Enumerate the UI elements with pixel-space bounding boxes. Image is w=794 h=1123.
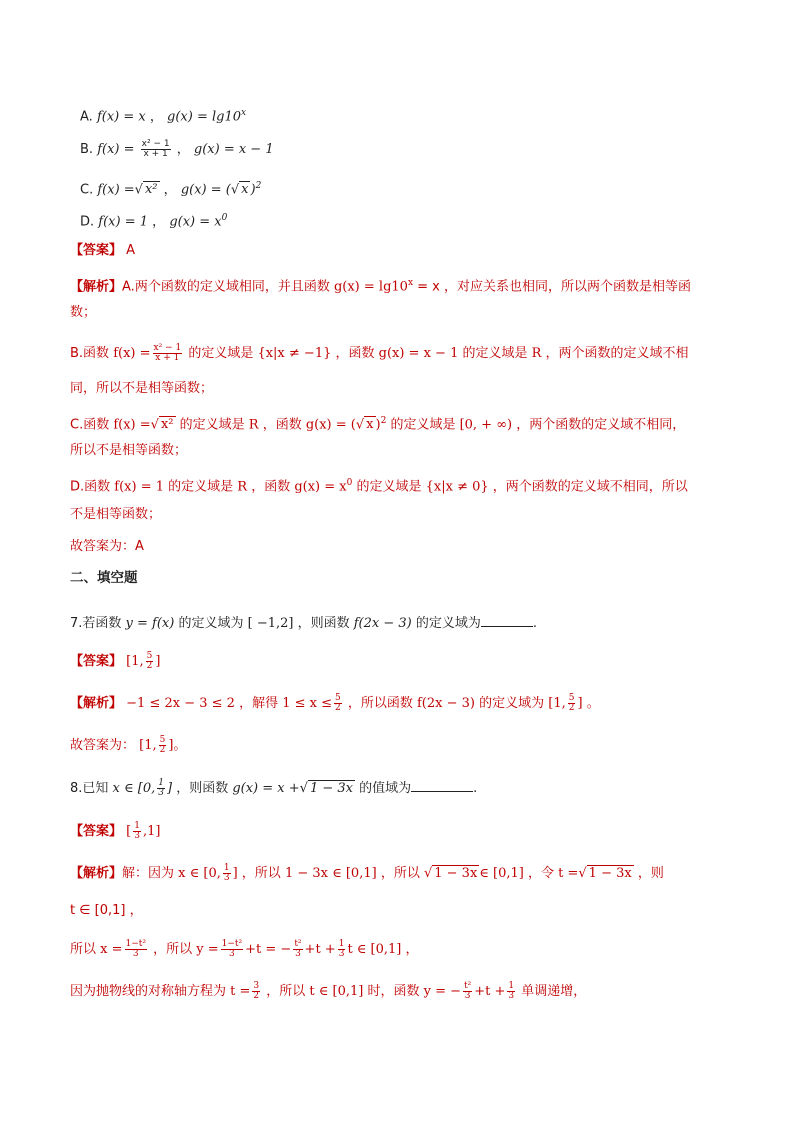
den: 3 xyxy=(132,949,139,959)
q6-answer xyxy=(70,242,135,260)
text: ，所以 xyxy=(237,866,285,881)
num: t² xyxy=(464,981,472,991)
num: 1 xyxy=(158,778,164,788)
sup: x xyxy=(407,278,414,288)
answer-tag: 【答案】 xyxy=(70,824,123,839)
text: ，则函数 xyxy=(293,616,354,631)
option-a xyxy=(80,104,246,126)
math: f(x) = 1 xyxy=(114,479,164,495)
math: f(x) = xyxy=(113,417,151,433)
math: y = − xyxy=(423,984,461,999)
math: f(x) = xyxy=(97,182,135,198)
text: ，两个函数的定义域不相 xyxy=(541,346,689,361)
math: +t + xyxy=(474,984,506,999)
den: 3 xyxy=(134,831,140,841)
text: 的定义域是 xyxy=(458,346,532,361)
math: [1, xyxy=(139,738,157,753)
math: +t = − xyxy=(245,942,292,957)
num: t² xyxy=(294,939,302,949)
option-label: B. xyxy=(80,142,94,157)
text: B.函数 xyxy=(70,346,114,361)
math: 1 − 3x ∈ [0,1] xyxy=(284,866,377,881)
section-title: 二、填空题 xyxy=(70,570,138,586)
den: 2 xyxy=(146,661,153,671)
root: 1 − 3x xyxy=(588,866,632,881)
fraction xyxy=(221,940,244,959)
q8-analysis-line-1: 【解析】解：因为 x ∈ [0, $\frac{1}{3}$ ] ，所以 1 − 3x ∈ [0,1] ，所以 √ 1 − 3x ∈ [0,1] ，令 t =√ 1 − 3x ，则 xyxy=(70,863,664,883)
num: 1 xyxy=(338,939,345,949)
text: 8.已知 xyxy=(70,781,113,796)
text: 的定义域是 xyxy=(352,479,426,495)
fraction xyxy=(141,140,171,159)
math: f(x) = xyxy=(113,346,151,361)
den: 3 xyxy=(158,788,164,798)
math: ] xyxy=(155,654,161,669)
den: x + 1 xyxy=(155,353,180,363)
den: 2 xyxy=(335,703,341,713)
num: x² − 1 xyxy=(141,139,170,149)
analysis-tag: 【解析】 xyxy=(70,279,123,295)
text: ，则函数 xyxy=(172,781,233,796)
q6-b-line-1 xyxy=(70,344,689,363)
text: ，两个函数的定义域不相同， xyxy=(512,417,686,433)
den: x + 1 xyxy=(143,149,168,159)
text: 的定义域是 xyxy=(184,346,258,361)
num: 3 xyxy=(253,981,260,991)
math: ,1] xyxy=(142,824,161,839)
q6-analysis-line-2: 数； xyxy=(70,305,97,320)
math: ] xyxy=(168,738,174,753)
q6-b-line-2: 同，所以不是相等函数； xyxy=(70,381,214,396)
math: R xyxy=(248,417,259,433)
text: . xyxy=(532,616,537,631)
option-c: C. f(x) =√ x² ， g(x) = (√ x )$^2$ xyxy=(80,181,262,198)
math: g(x) = ( xyxy=(180,182,231,198)
math: ] xyxy=(166,781,173,796)
den: 3 xyxy=(223,873,230,883)
text: 的值域为 xyxy=(354,781,412,796)
num: 1−t² xyxy=(125,939,146,949)
text: 的定义域是 xyxy=(164,479,238,495)
text: ，所以 xyxy=(262,984,310,999)
fraction xyxy=(159,736,167,755)
answer-tag: 【答案】 xyxy=(70,654,123,669)
text: ，函数 xyxy=(258,417,306,433)
sup: 2 xyxy=(255,181,262,191)
answer-blank[interactable] xyxy=(481,614,533,627)
q6-analysis-line-1 xyxy=(70,274,691,296)
option-label: C. xyxy=(80,182,94,198)
fraction xyxy=(507,982,515,1001)
fraction xyxy=(463,982,472,1001)
analysis-tag: 【解析】 xyxy=(70,696,123,711)
den: 3 xyxy=(508,991,515,1001)
q8-analysis-line-2: t ∈ [0,1] ， xyxy=(70,903,143,918)
math: y = xyxy=(196,942,219,957)
math: g(x) = lg10 xyxy=(333,279,408,295)
fraction xyxy=(338,940,346,959)
fraction xyxy=(153,344,183,363)
text: 故答案为： xyxy=(70,738,140,753)
math: f(2x − 3) xyxy=(417,696,475,711)
text: 的定义域为 xyxy=(411,616,481,631)
num: 5 xyxy=(335,693,341,703)
root: x xyxy=(241,182,249,198)
fraction xyxy=(568,694,576,713)
math: t ∈ [0,1] xyxy=(309,984,364,999)
text: ， xyxy=(401,942,419,957)
answer-blank[interactable] xyxy=(411,779,473,792)
root: 1 − 3x xyxy=(434,866,478,881)
math: +t + xyxy=(304,942,336,957)
option-b xyxy=(80,140,274,159)
num: 1 xyxy=(508,981,515,991)
text: ，所以 xyxy=(149,942,197,957)
math: {x|x ≠ 0} xyxy=(425,479,489,495)
analysis-tag: 【解析】 xyxy=(70,866,123,881)
option-label: A. xyxy=(80,109,93,125)
math: ] xyxy=(577,696,583,711)
text: 。 xyxy=(582,696,600,711)
root: 1 − 3x xyxy=(309,781,353,796)
math: x ∈ [0, xyxy=(178,866,221,881)
q8-analysis-line-4 xyxy=(70,982,586,1001)
den: 3 xyxy=(229,949,235,959)
sup: x xyxy=(241,108,247,118)
q8-analysis-line-3 xyxy=(70,940,419,959)
num: 5 xyxy=(146,651,153,661)
math: ∈ [0,1] xyxy=(479,866,524,881)
sep: ， xyxy=(149,109,163,125)
text: 因为抛物线的对称轴方程为 xyxy=(70,984,231,999)
math: g(x) = x − 1 xyxy=(193,142,274,157)
math: g(x) = x xyxy=(169,214,222,230)
math: [ xyxy=(126,824,132,839)
text: A.两个函数的定义域相同，并且函数 xyxy=(122,279,334,295)
math: ) xyxy=(375,417,381,433)
text: ，则 xyxy=(633,866,664,881)
den: 2 xyxy=(253,991,260,1001)
text: ，函数 xyxy=(331,346,379,361)
text: ，两个函数的定义域不相同，所以 xyxy=(488,479,688,495)
math: f(x) = x xyxy=(96,109,146,125)
q6-d-line-1 xyxy=(70,474,688,496)
q6-c-line-2: 所以不是相等函数； xyxy=(70,443,188,458)
math: −1 ≤ 2x − 3 ≤ 2 xyxy=(126,696,235,711)
text: ，解得 xyxy=(234,696,283,711)
q7-final xyxy=(70,736,186,755)
fraction xyxy=(223,864,231,883)
answer-tag: 【答案】 xyxy=(70,243,123,258)
num: 5 xyxy=(568,693,575,703)
text: ，函数 xyxy=(247,479,295,495)
math: g(x) = ( xyxy=(305,417,356,433)
fraction xyxy=(157,779,165,798)
text: D.函数 xyxy=(70,479,115,495)
text: 的定义域为 xyxy=(475,696,549,711)
sup: 2 xyxy=(380,416,387,426)
option-label: D. xyxy=(80,214,95,230)
text: 单调递增， xyxy=(517,984,587,999)
text: 的定义域是 xyxy=(386,417,460,433)
text: = x ，对应关系也相同，所以两个函数是相等函 xyxy=(413,279,691,295)
math: R xyxy=(237,479,248,495)
math: g(x) = x − 1 xyxy=(378,346,459,361)
fraction xyxy=(146,652,154,671)
math: t = xyxy=(230,984,251,999)
q8-question: 8.已知 x ∈ [0, $\frac{1}{3}$ ] ，则函数 g(x) = x +√ 1 − 3x 的值域为 . xyxy=(70,778,478,798)
fraction xyxy=(133,822,141,841)
q7-answer xyxy=(70,652,160,671)
math: R xyxy=(531,346,542,361)
text: 。 xyxy=(173,738,187,753)
q6-c-line-1: C.函数 f(x) =√ x² 的定义域是 R ，函数 g(x) = (√ x )$^2$ 的定义域是 [0, + ∞) ，两个函数的定义域不相同， xyxy=(70,416,686,433)
num: 1−t² xyxy=(221,939,243,949)
math: [1, xyxy=(126,654,144,669)
option-d xyxy=(80,209,227,231)
num: 1 xyxy=(223,863,230,873)
math: t ∈ [0,1] xyxy=(347,942,402,957)
root: x xyxy=(366,417,374,433)
sep: ， xyxy=(152,214,166,230)
text: 的定义域为 xyxy=(174,616,248,631)
math: 1 ≤ x ≤ xyxy=(282,696,332,711)
q8-answer xyxy=(70,822,160,841)
den: 3 xyxy=(464,991,471,1001)
sup: 0 xyxy=(221,213,228,223)
num: 5 xyxy=(159,735,166,745)
math: [1, xyxy=(548,696,566,711)
text: 7.若函数 xyxy=(70,616,126,631)
math: f(x) = xyxy=(97,142,135,157)
math: ] xyxy=(232,866,238,881)
fraction xyxy=(125,940,148,959)
q7-analysis xyxy=(70,694,600,713)
sep: ， xyxy=(176,142,190,157)
math: g(x) = lg10 xyxy=(167,109,241,125)
math: f(2x − 3) xyxy=(353,616,412,631)
q6-final: 故答案为：A xyxy=(70,539,144,554)
math: x = xyxy=(100,942,123,957)
math: g(x) = x + xyxy=(232,781,300,796)
num: 1 xyxy=(134,821,140,831)
text: ，令 xyxy=(523,866,559,881)
den: 2 xyxy=(159,745,166,755)
fraction xyxy=(252,982,260,1001)
fraction xyxy=(334,694,342,713)
math: [ −1,2] xyxy=(247,616,294,631)
text: ，所以函数 xyxy=(343,696,417,711)
text: C.函数 xyxy=(70,417,114,433)
q6-d-line-2: 不是相等函数； xyxy=(70,507,162,522)
den: 3 xyxy=(338,949,345,959)
fraction xyxy=(293,940,302,959)
math: y = f(x) xyxy=(125,616,175,631)
text: 时，函数 xyxy=(363,984,424,999)
math: {x|x ≠ −1} xyxy=(257,346,332,361)
math: x ∈ [0, xyxy=(112,781,156,796)
den: 2 xyxy=(568,703,575,713)
math: g(x) = x xyxy=(294,479,347,495)
sup: 0 xyxy=(346,478,353,488)
text: 的定义域是 xyxy=(175,417,249,433)
text: 所以 xyxy=(70,942,101,957)
text: ，所以 xyxy=(376,866,424,881)
answer-value: A xyxy=(126,243,136,258)
text: 解：因为 xyxy=(122,866,179,881)
sep: ， xyxy=(163,182,177,198)
num: x² − 1 xyxy=(153,343,182,353)
root: x² xyxy=(144,182,158,198)
math: [0, + ∞) xyxy=(459,417,513,433)
den: 3 xyxy=(295,949,301,959)
text: . xyxy=(473,781,478,796)
math: f(x) = 1 xyxy=(98,214,149,230)
q7-question xyxy=(70,614,537,633)
math: ) xyxy=(250,182,256,198)
root: x² xyxy=(160,417,174,433)
math: t = xyxy=(558,866,579,881)
